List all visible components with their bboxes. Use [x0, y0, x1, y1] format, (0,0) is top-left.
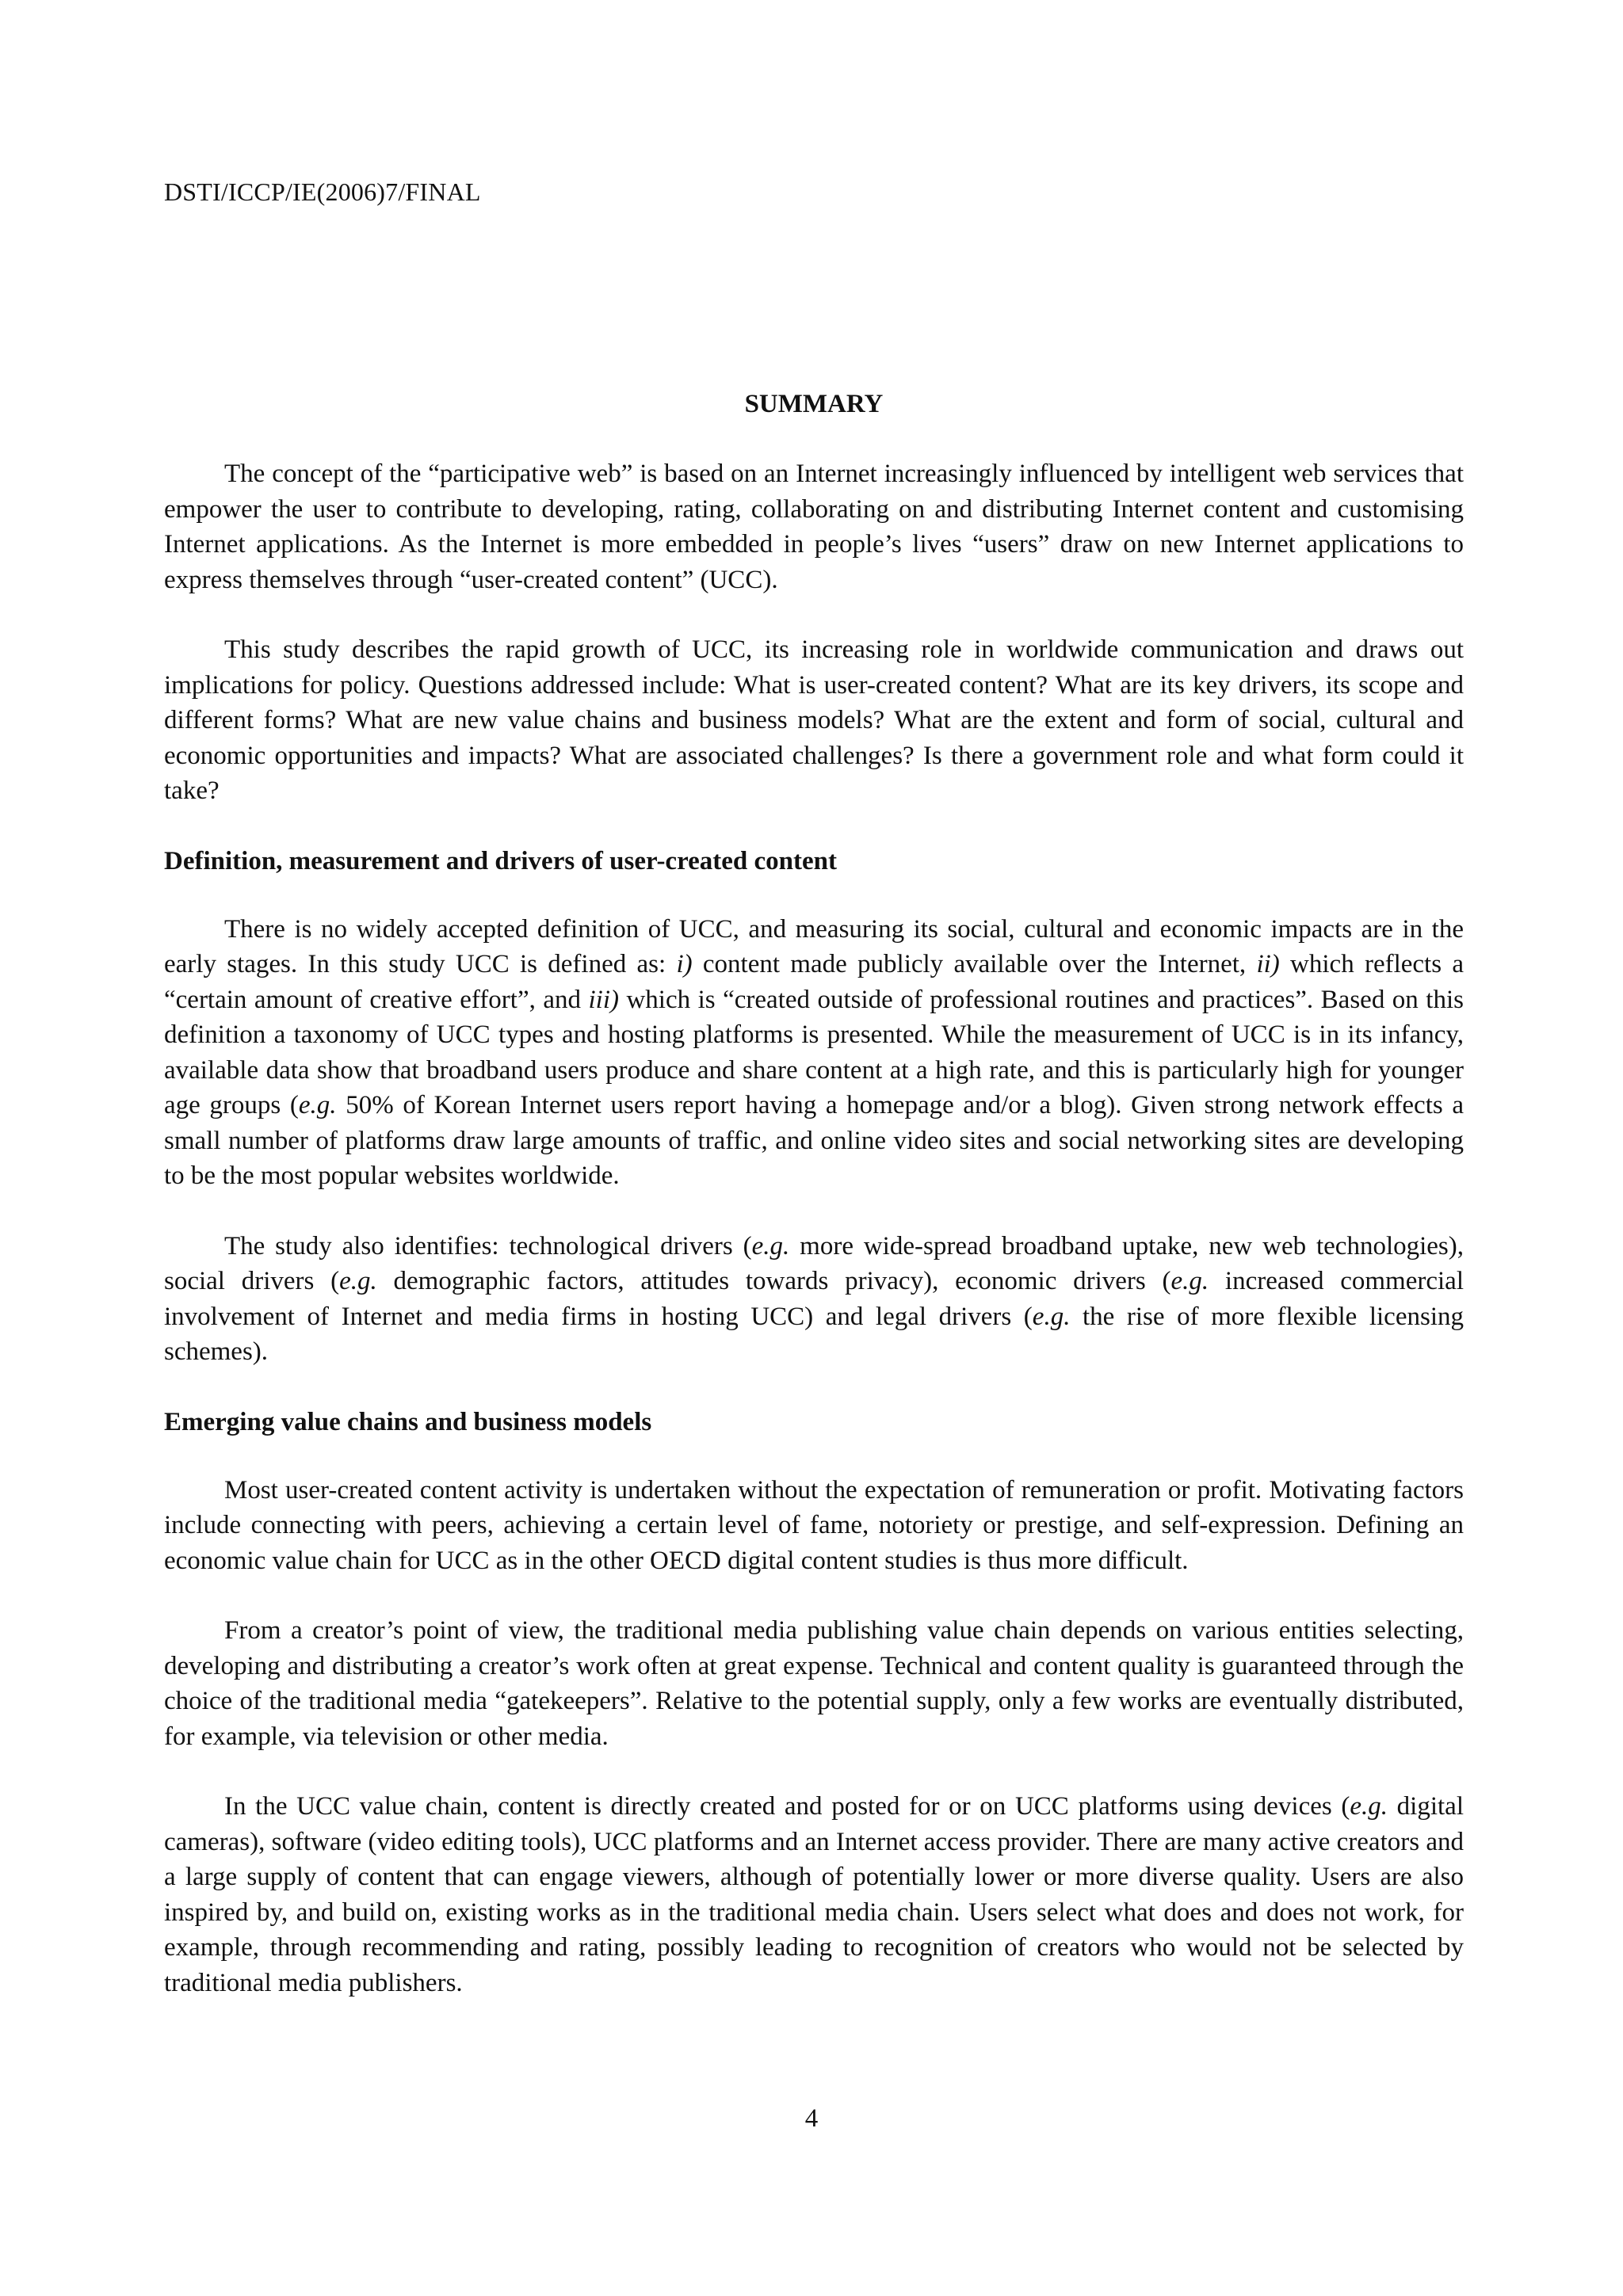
text-run: which is “created outside of professional routines and practices”. Based on this definition a taxonomy of UCC types and hosting platforms is presented. While the measurement of UCC is in its infancy, available data show that broadband users produce and share content at a high rate, and this is particularly high for younger age groups (: [164, 985, 1464, 1119]
italic-text: e.g.: [1350, 1792, 1388, 1821]
summary-title: SUMMARY: [744, 390, 884, 418]
summary-paragraph-2: [164, 632, 1464, 809]
text-run: 50% of Korean Internet users report having a homepage and/or a blog). Given strong network effects a small number of platforms draw large amounts of traffic, and online video sites and social networking sites are developing to be the most popular websites worldwide.: [164, 1091, 1464, 1190]
italic-text: e.g.: [1170, 1267, 1209, 1295]
italic-text: e.g.: [339, 1267, 377, 1295]
definition-paragraph-1: [164, 912, 1464, 1194]
page-number: 4: [804, 2104, 819, 2133]
text-run: more wide-spread broadband uptake, new web technologies), social drivers (: [164, 1231, 1465, 1295]
text-run: From a creator’s point of view, the traditional media publishing value chain depends on various entities selecting, developing and distributing a creator’s work often at great expense. Technical and content quality is guaranteed through the choice of the traditional media “gatekeepers”. Relative to the potential supply, only a few works are eventually distributed, for example, via television or other media.: [164, 1616, 1464, 1751]
value-chain-paragraph-2: [164, 1613, 1464, 1754]
italic-text: e.g.: [751, 1231, 790, 1261]
summary-paragraph-1: [164, 456, 1464, 597]
italic-text: ii): [1256, 950, 1280, 978]
text-run: content made publicly available over the Internet,: [692, 950, 1257, 978]
definition-paragraph-2: [164, 1229, 1464, 1370]
text-run: The concept of the “participative web” is based on an Internet increasingly influenced by intelligent web services that empower the user to contribute to developing, rating, collaborating on and distributing Internet content and customising Internet applications. As the Internet is more embedded in people’s lives “users” draw on new Internet applications to express themselves through “user-created content” (UCC).: [164, 460, 1464, 594]
text-run: The study also identifies: technological drivers (: [224, 1231, 752, 1261]
page-content: [164, 388, 1464, 2035]
text-run: demographic factors, attitudes towards privacy), economic drivers (: [376, 1267, 1171, 1295]
text-run: increased commercial involvement of Internet and media firms in hosting UCC) and legal drivers (: [164, 1267, 1464, 1331]
value-chain-paragraph-3: [164, 1789, 1464, 2000]
italic-text: e.g.: [1032, 1302, 1071, 1331]
text-run: the rise of more flexible licensing schemes).: [164, 1302, 1464, 1366]
italic-text: iii): [588, 985, 619, 1014]
section-heading-value-chains: Emerging value chains and business models: [164, 1407, 652, 1436]
text-run: digital cameras), software (video editing tools), UCC platforms and an Internet access provider. There are many active creators and a large supply of content that can engage viewers, although of potentially lower or more diverse quality. Users are also inspired by, and build on, existing works as in the traditional media chain. Users select what does and does not work, for example, through recommending and rating, possibly leading to recognition of creators who would not be selected by traditional media publishers.: [164, 1792, 1464, 1997]
document-reference: DSTI/ICCP/IE(2006)7/FINAL: [164, 177, 481, 206]
italic-text: e.g.: [298, 1091, 337, 1119]
text-run: In the UCC value chain, content is directly created and posted for or on UCC platforms using devices (: [224, 1792, 1350, 1821]
text-run: This study describes the rapid growth of UCC, its increasing role in worldwide communication and draws out implications for policy. Questions addressed include: What is user-created content? What are its key drivers, its scope and different forms? What are new value chains and business models? What are the extent and form of social, cultural and economic opportunities and impacts? What are associated challenges? Is there a government role and what form could it take?: [164, 635, 1464, 805]
text-run: which reflects a “certain amount of creative effort”, and: [164, 950, 1464, 1014]
text-run: There is no widely accepted definition of UCC, and measuring its social, cultural and economic impacts are in the early stages. In this study UCC is defined as:: [164, 914, 1464, 978]
text-run: Most user-created content activity is undertaken without the expectation of remuneration or profit. Motivating factors include connecting with peers, achieving a certain level of fame, notoriety or prestige, and self-expression. Defining an economic value chain for UCC as in the other OECD digital content studies is thus more difficult.: [164, 1475, 1464, 1575]
value-chain-paragraph-1: [164, 1473, 1464, 1579]
italic-text: i): [676, 950, 693, 978]
section-heading-definition: Definition, measurement and drivers of user-created content: [164, 846, 837, 875]
